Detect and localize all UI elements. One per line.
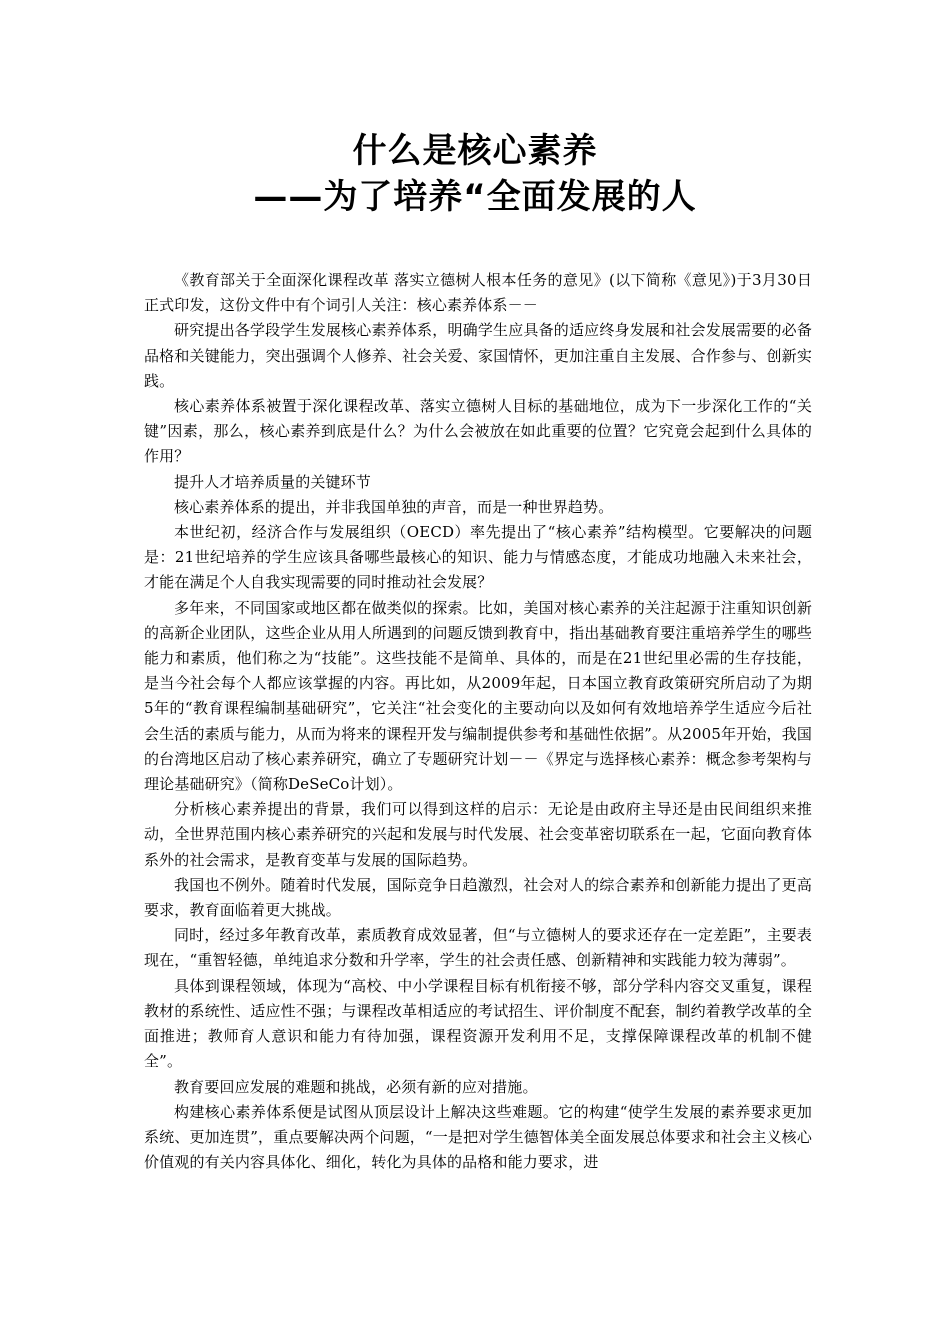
paragraph-1: 《教育部关于全面深化课程改革 落实立德树人根本任务的意见》(以下简称《意见》)于3月30日正式印发，这份文件中有个词引人关注：核心素养体系－－ [144,271,812,315]
body-text [144,268,812,1175]
title-block [0,128,950,220]
paragraph-10: 同时，经过多年教育改革，素质教育成效显著，但“与立德树人的要求还存在一定差距”，主要表现在，“重智轻德，单纯追求分数和升学率，学生的社会责任感、创新精神和实践能力较为薄弱”。 [144,926,812,970]
paragraph-8: 分析核心素养提出的背景，我们可以得到这样的启示：无论是由政府主导还是由民间组织来推动，全世界范围内核心素养研究的兴起和发展与时代发展、社会变革密切联系在一起，它面向教育体系外的社会需求，是教育变革与发展的国际趋势。 [144,800,812,869]
paragraph-5: 核心素养体系的提出，并非我国单独的声音，而是一种世界趋势。 [174,497,614,516]
paragraph-7: 多年来，不同国家或地区都在做类似的探索。比如，美国对核心素养的关注起源于注重知识创新的高新企业团队，这些企业从用人所遇到的问题反馈到教育中，指出基础教育要注重培养学生的哪些能力和素质，他们称之为“技能”。这些技能不是简单、具体的，而是在21世纪里必需的生存技能，是当今社会每个人都应该掌握的内容。再比如，从2009年起，日本国立教育政策研究所启动了为期5年的“教育课程编制基础研究”，它关注“社会变化的主要动向以及如何有效地培养学生适应今后社会生活的素质与能力，从而为将来的课程开发与编制提供参考和基础性依据”。从2005年开始，我国的台湾地区启动了核心素养研究，确立了专题研究计划－－《界定与选择核心素养：概念参考架构与理论基础研究》（简称DeSeCo计划）。 [144,598,812,794]
section-heading: 提升人才培养质量的关键环节 [174,472,371,491]
paragraph-9: 我国也不例外。随着时代发展，国际竞争日趋激烈，社会对人的综合素养和创新能力提出了更高要求，教育面临着更大挑战。 [144,875,812,920]
paragraph-2: 研究提出各学段学生发展核心素养体系，明确学生应具备的适应终身发展和社会发展需要的必备品格和关键能力，突出强调个人修养、社会关爱、家国情怀，更加注重自主发展、合作参与、创新实践。 [144,321,812,390]
paragraph-6: 本世纪初，经济合作与发展组织（OECD）率先提出了“核心素养”结构模型。它要解决的问题是：21世纪培养的学生应该具备哪些最核心的知识、能力与情感态度，才能成功地融入未来社会，才能在满足个人自我实现需要的同时推动社会发展？ [144,523,812,592]
paragraph-3: 核心素养体系被置于深化课程改革、落实立德树人目标的基础地位，成为下一步深化工作的“关键”因素，那么，核心素养到底是什么？为什么会被放在如此重要的位置？它究竟会起到什么具体的作用？ [144,397,812,466]
document-title: 什么是核心素养 [352,131,598,171]
document-subtitle: ——为了培养“全面发展的人 [253,177,697,217]
paragraph-11: 具体到课程领域，体现为“高校、中小学课程目标有机衔接不够，部分学科内容交叉重复，课程教材的系统性、适应性不强；与课程改革相适应的考试招生、评价制度不配套，制约着教学改革的全面推进；教师育人意识和能力有待加强，课程资源开发利用不足，支撑保障课程改革的机制不健全”。 [144,976,812,1071]
paragraph-12: 教育要回应发展的难题和挑战，必须有新的应对措施。 [174,1077,538,1096]
paragraph-13: 构建核心素养体系便是试图从顶层设计上解决这些难题。它的构建“使学生发展的素养要求更加系统、更加连贯”，重点要解决两个问题，“一是把对学生德智体美全面发展总体要求和社会主义核心价值观的有关内容具体化、细化，转化为具体的品格和能力要求，进 [144,1102,812,1172]
